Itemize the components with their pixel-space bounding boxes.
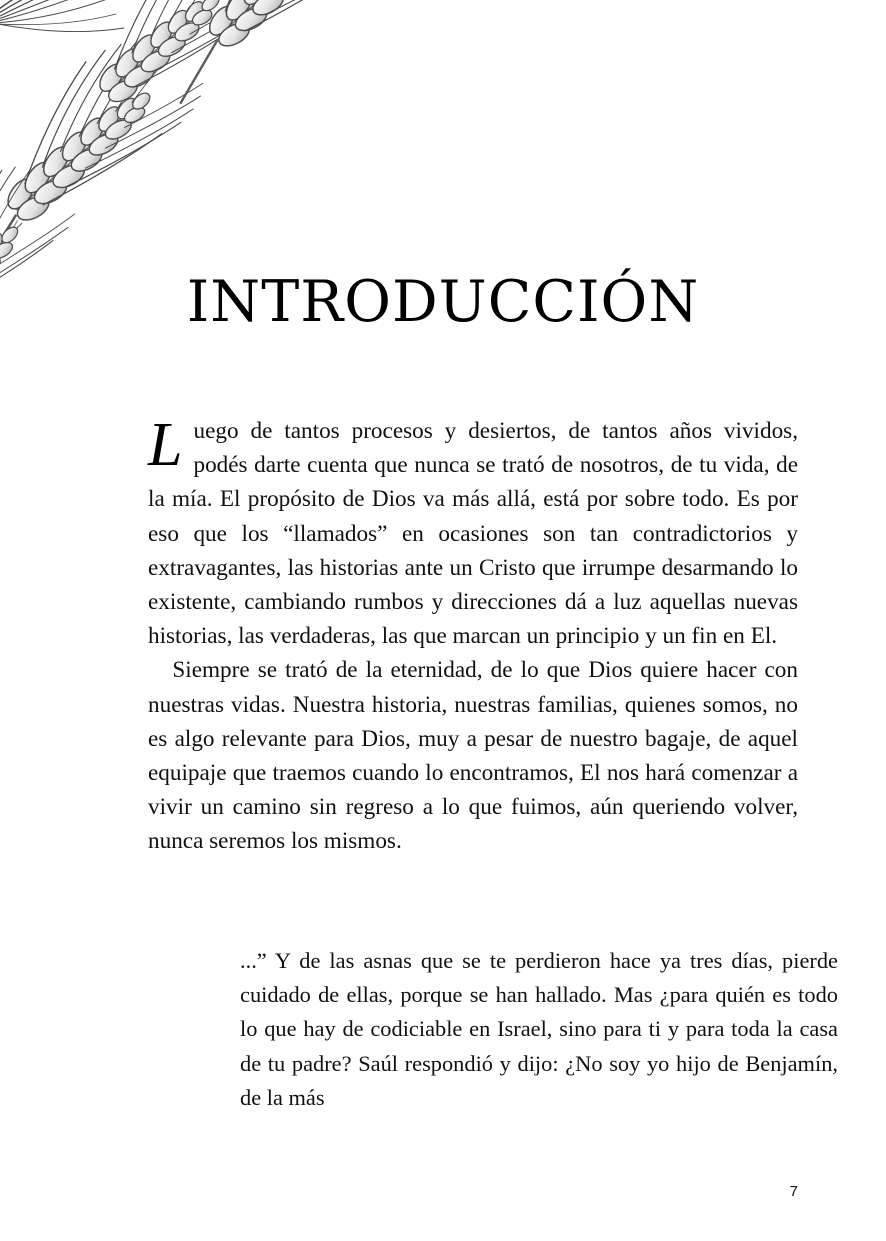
drop-cap: L <box>148 411 183 479</box>
paragraph-2: Siempre se trató de la eternidad, de lo que Dios quiere hacer con nuestras vidas. Nuestra historia, nuestras familias, quienes somos, no es algo relevante para Dios, muy a pesar de nuestro bagaje, de aquel equipaje que traemos cuando lo encontramos, El nos hará comenzar a vivir un camino sin regreso a lo que fuimos, aún queriendo volver, nunca seremos los mismos. <box>148 657 798 855</box>
wheat-ears-icon <box>0 0 382 404</box>
body-text-column <box>148 411 798 859</box>
page-title: INTRODUCCIÓN <box>186 269 700 336</box>
paragraph-1 <box>148 411 798 653</box>
scripture-quote <box>240 944 838 1115</box>
scripture-quote-text: ...” Y de las asnas que se te perdieron hace ya tres días, pierde cuidado de ellas, porque se han hallado. Mas ¿para quién es todo lo que hay de codiciable en Israel, sino para ti y para toda la casa de tu padre? Saúl respondió y dijo: ¿No soy yo hijo de Benjamín, de la más <box>240 948 838 1110</box>
page-number: 7 <box>789 1183 798 1200</box>
paragraph-1-text: uego de tantos procesos y desiertos, de tantos años vividos, podés darte cuenta que nunca se trató de nosotros, de tu vida, de la mía. El propósito de Dios va más allá, está por sobre todo. Es por eso que los “llamados” en ocasiones son tan contradictorios y extravagantes, las historias ante un Cristo que irrumpe desarmando lo existente, cambiando rumbos y direcciones dá a luz aquellas nuevas historias, las verdaderas, las que marcan un principio y un fin en El. <box>148 418 798 650</box>
